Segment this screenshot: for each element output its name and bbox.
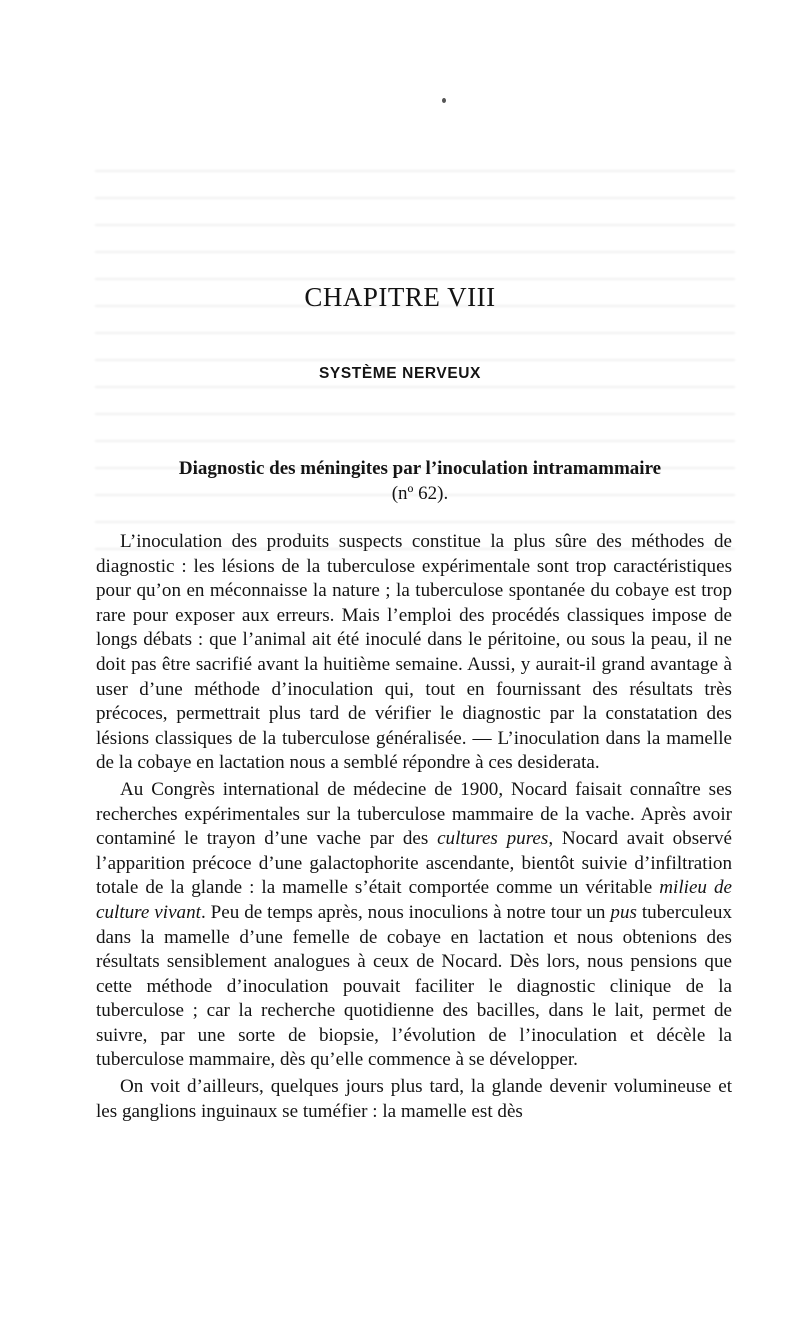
body-text (96, 530, 732, 1124)
subsection-title: Diagnostic des méningites par l’inoculation intramammaire (178, 458, 662, 479)
paragraph-2-emphasis-a: cultures pures (437, 828, 549, 850)
paragraph-3: On voit d’ailleurs, quelques jours plus tard, la glande devenir volumineuse et les ganglions inguinaux se tuméfier : la mamelle est dès (96, 1076, 732, 1122)
paragraph-2 (96, 778, 732, 1073)
paragraph-2-text-c: . Peu de temps après, nous inoculions à notre tour un (200, 901, 611, 923)
section-title: SYSTÈME NERVEUX (318, 365, 482, 382)
ink-speck (442, 98, 446, 103)
paragraph-2-emphasis-b: milieu de culture vivant (96, 877, 732, 923)
paragraph-2-text-d: tuberculeux dans la mamelle d’une femelle de cobaye en lactation et nous obtenions des résultats sensiblement analogues à ceux de Nocard. Dès lors, nous pensions que cette méthode d’inoculation pouvait faciliter le diagnostic clinique de la tuberculose ; car la recherche quotidienne des bacilles, dans le lait, permet de suivre, par une sorte de biopsie, l’évolution de l’inoculation et décèle la tuberculose mammaire, dès qu’elle commence à se développer. (96, 901, 732, 1071)
paragraph-2-text-b: , Nocard avait observé l’apparition précoce d’une galactophorite ascendante, bientôt suivie d’infiltration totale de la glande : la mamelle s’était comportée comme un véritable (96, 828, 732, 899)
subsection-heading (110, 456, 730, 506)
paragraph-2-text-a: Au Congrès international de médecine de 1900, Nocard faisait connaître ses recherches expérimentales sur la tuberculose mammaire de la vache. Après avoir contaminé le trayon d’une vache par des (96, 778, 732, 850)
chapter-title: CHAPITRE VIII (304, 282, 496, 312)
paragraph-2-emphasis-c: pus (610, 901, 637, 923)
paragraph-1: L’inoculation des produits suspects constitue la plus sûre des méthodes de diagnostic : les lésions de la tuberculose expérimentale sont trop caractéristiques pour qu’on en méconnaisse la nature ; la tuberculose spontanée du cobaye est trop rare pour exposer aux erreurs. Mais l’emploi des procédés classiques impose de longs débats : que l’animal ait été inoculé dans le péritoine, ou sous la peau, il ne doit pas être sacrifié avant la huitième semaine. Aussi, y aurait-il grand avantage à user d’une méthode d’inoculation qui, tout en fournissant des résultats très précoces, permettrait plus tard de vérifier le diagnostic par la constatation des lésions classiques de la tuberculose généralisée. — L’inoculation dans la mamelle de la cobaye en lactation nous a semblé répondre à ces desiderata. (96, 531, 732, 774)
subsection-reference: (nº 62). (391, 483, 449, 504)
